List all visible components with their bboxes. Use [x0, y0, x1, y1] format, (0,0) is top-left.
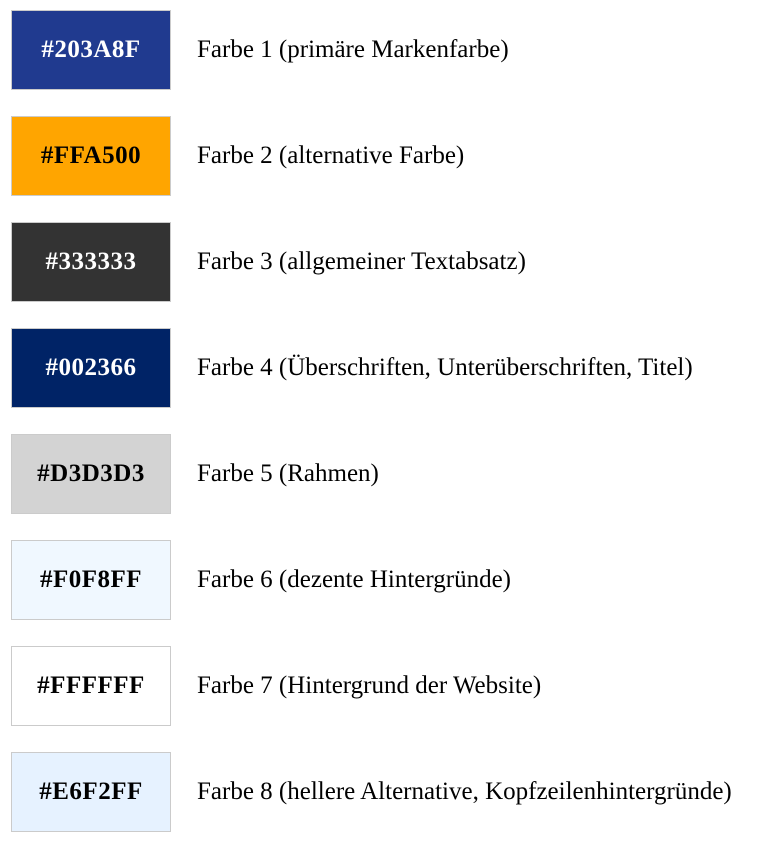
palette-row [11, 116, 776, 196]
color-swatch [11, 116, 171, 196]
swatch-hex-label: #F0F8FF [39, 566, 143, 593]
color-swatch [11, 328, 171, 408]
color-swatch [11, 222, 171, 302]
palette-row [11, 10, 776, 90]
color-description: Farbe 1 (primäre Markenfarbe) [197, 36, 509, 63]
color-swatch [11, 646, 171, 726]
palette-row [11, 646, 776, 726]
palette-row [11, 540, 776, 620]
palette-row [11, 328, 776, 408]
color-swatch [11, 540, 171, 620]
swatch-hex-label: #E6F2FF [39, 778, 143, 805]
palette-row [11, 752, 776, 832]
swatch-hex-label: #FFFFFF [37, 672, 145, 699]
swatch-hex-label: #002366 [45, 354, 137, 381]
swatch-hex-label: #FFA500 [40, 142, 142, 169]
color-description: Farbe 5 (Rahmen) [197, 460, 379, 487]
color-description: Farbe 4 (Überschriften, Unterüberschriften, Titel) [197, 354, 693, 381]
swatch-hex-label: #203A8F [41, 36, 141, 63]
color-description: Farbe 3 (allgemeiner Textabsatz) [197, 248, 526, 275]
color-description: Farbe 7 (Hintergrund der Website) [197, 672, 542, 699]
color-description: Farbe 6 (dezente Hintergründe) [197, 566, 511, 593]
swatch-hex-label: #333333 [45, 248, 137, 275]
swatch-hex-label: #D3D3D3 [37, 460, 145, 487]
color-swatch [11, 752, 171, 832]
palette-row [11, 222, 776, 302]
color-swatch [11, 10, 171, 90]
color-description: Farbe 8 (hellere Alternative, Kopfzeilenhintergründe) [197, 778, 732, 805]
palette-row [11, 434, 776, 514]
color-description: Farbe 2 (alternative Farbe) [197, 142, 465, 169]
color-swatch [11, 434, 171, 514]
